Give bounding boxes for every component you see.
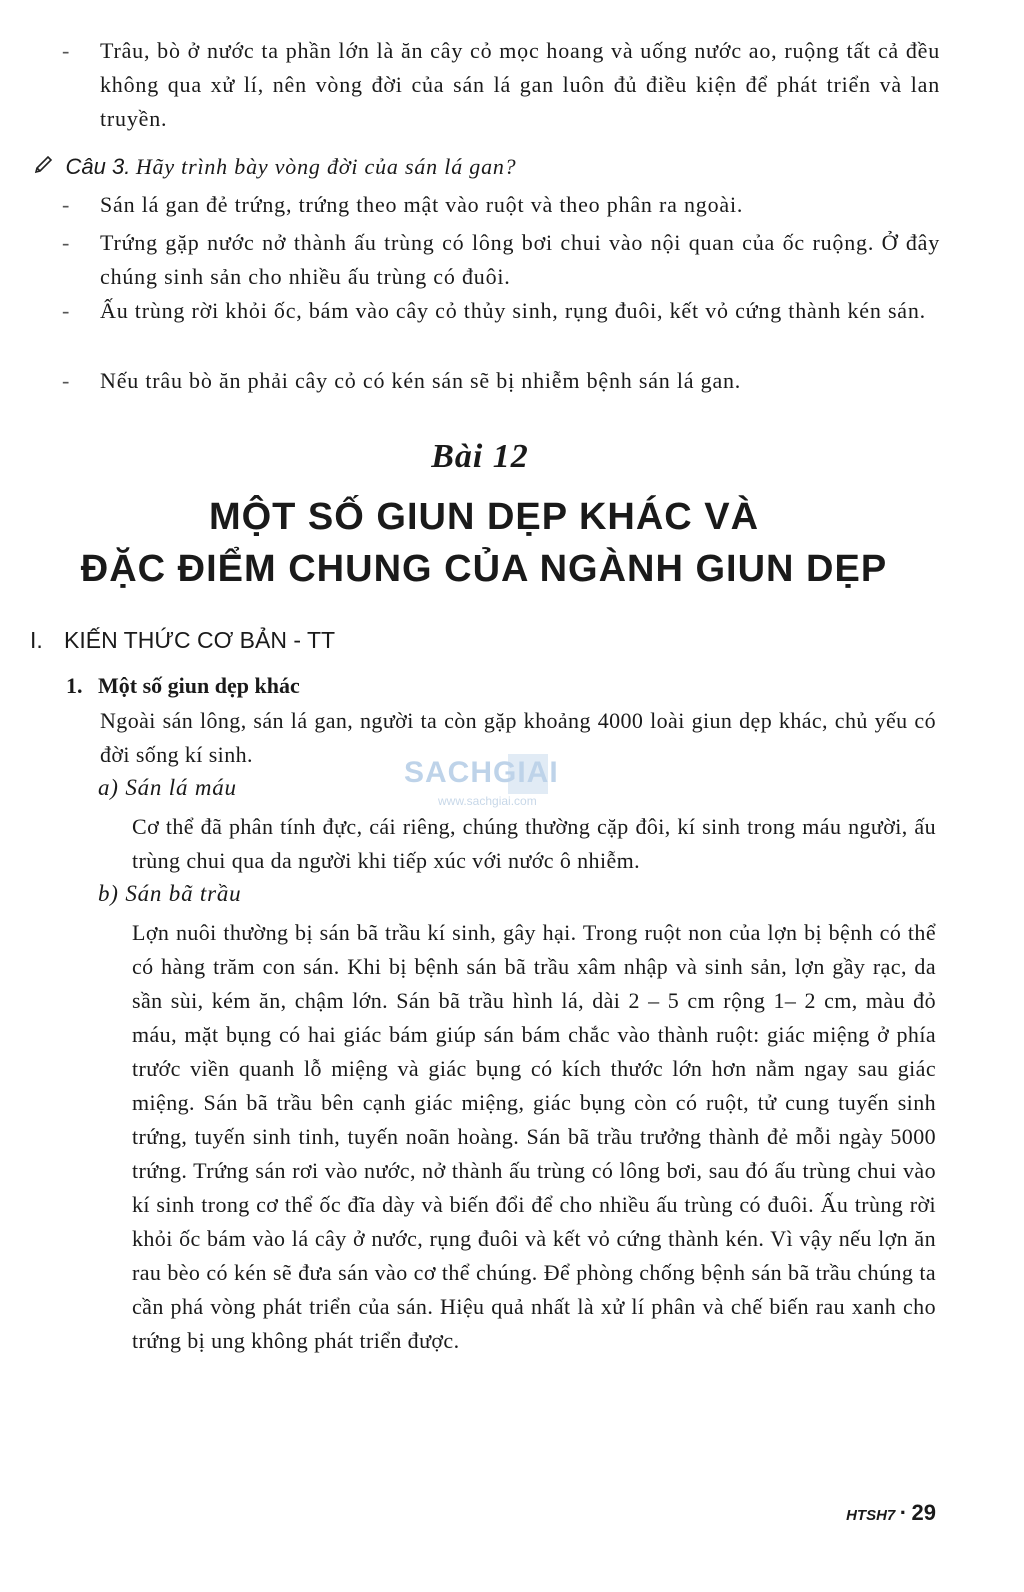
footer-separator: · [899, 1500, 908, 1525]
item-a-label: a) [98, 775, 119, 800]
bullet-dash: - [62, 298, 70, 323]
page-number: 29 [911, 1500, 936, 1525]
q3-bullet-2: Trứng gặp nước nở thành ấu trùng có lông bơi chui vào nội quan của ốc ruộng. Ở đây chúng sinh sản cho nhiều ấu trùng có đuôi. [100, 230, 940, 289]
intro-paragraph: Trâu, bò ở nước ta phần lớn là ăn cây cỏ mọc hoang và uống nước ao, ruộng tất cả đều không qua xử lí, nên vòng đời của sán lá gan luôn đủ điều kiện để phát triển và lan truyền. [100, 38, 940, 131]
page-footer [846, 1500, 936, 1526]
lesson-number: Bài 12 [431, 438, 529, 475]
subsection-intro: Ngoài sán lông, sán lá gan, người ta còn gặp khoảng 4000 loài giun dẹp khác, chủ yếu có đời sống kí sinh. [100, 708, 936, 767]
bullet-dash: - [62, 368, 70, 393]
item-b-title: Sán bã trầu [125, 881, 242, 906]
item-a-text: Cơ thể đã phân tính đực, cái riêng, chúng thường cặp đôi, kí sinh trong máu người, ấu trùng chui qua da người khi tiếp xúc với nước ô nhiễm. [132, 814, 936, 873]
item-a-heading [98, 775, 237, 801]
watermark-logo [404, 748, 614, 814]
lesson-title-line-1: MỘT SỐ GIUN DẸP KHÁC VÀ [208, 496, 760, 538]
subsection-heading [66, 673, 300, 699]
section-number: I. [30, 627, 43, 653]
bullet-dash: - [62, 192, 70, 217]
question-text: Hãy trình bày vòng đời của sán lá gan? [135, 154, 517, 179]
q3-bullet-3: Ấu trùng rời khỏi ốc, bám vào cây cỏ thủy sinh, rụng đuôi, kết vỏ cứng thành kén sán. [100, 298, 926, 323]
section-heading [30, 627, 335, 654]
pen-icon [34, 150, 60, 184]
section-title: KIẾN THỨC CƠ BẢN - TT [64, 627, 336, 653]
item-b-label: b) [98, 881, 119, 906]
q3-bullet-4: Nếu trâu bò ăn phải cây cỏ có kén sán sẽ bị nhiễm bệnh sán lá gan. [100, 368, 742, 393]
subsection-title: Một số giun dẹp khác [98, 673, 300, 698]
question-label: Câu 3. [65, 154, 131, 179]
bullet-dash: - [62, 230, 70, 255]
question-3-heading [34, 150, 517, 184]
lesson-title-line-2: ĐẶC ĐIỂM CHUNG CỦA NGÀNH GIUN DẸP [80, 548, 888, 590]
item-a-title: Sán lá máu [125, 775, 237, 800]
item-b-text: Lợn nuôi thường bị sán bã trầu kí sinh, gây hại. Trong ruột non của lợn bị bệnh có thể có hàng trăm con sán. Khi bị bệnh sán bã trầu xâm nhập và sinh sản, lợn gầy rạc, da sần sùi, kém ăn, chậm lớn. Sán bã trầu hình lá, dài 2 – 5 cm rộng 1– 2 cm, màu đỏ máu, mặt bụng có hai giác bám giúp sán bám chắc vào thành ruột: giác miệng ở phía trước viền quanh lỗ miệng và giác bụng có kích thước lớn hơn nằm ngay sau giác miệng. Sán bã trầu bên cạnh giác miệng, giác bụng còn có ruột, tử cung tuyến sinh trứng, tuyến sinh tinh, tuyến noãn hoàng. Sán bã trầu trưởng thành đẻ mỗi ngày 5000 trứng. Trứng sán rơi vào nước, nở thành ấu trùng có lông bơi, sau đó ấu trùng chui vào kí sinh trong cơ thể ốc đĩa dày và biến đổi để cho nhiều ấu trùng có đuôi. Ấu trùng rời khỏi ốc bám vào lá cây ở nước, rụng đuôi và kết vỏ cứng thành kén. Vì vậy nếu lợn ăn rau bèo có kén sẽ đưa sán vào cơ thể chúng. Để phòng chống bệnh sán bã trầu chúng ta cần phá vòng phát triển của sán. Hiệu quả nhất là xử lí phân và chế biến rau xanh cho trứng bị ung không phát triển được. [132, 920, 936, 1353]
q3-bullet-1: Sán lá gan đẻ trứng, trứng theo mật vào ruột và theo phân ra ngoài. [100, 192, 744, 217]
watermark-brand: SACHGIAI [404, 756, 559, 789]
bullet-dash: - [62, 38, 70, 63]
subsection-number: 1. [66, 673, 83, 698]
watermark-url: www.sachgiai.com [438, 794, 537, 808]
item-b-heading [98, 881, 241, 907]
book-code: HTSH7 [846, 1507, 896, 1524]
